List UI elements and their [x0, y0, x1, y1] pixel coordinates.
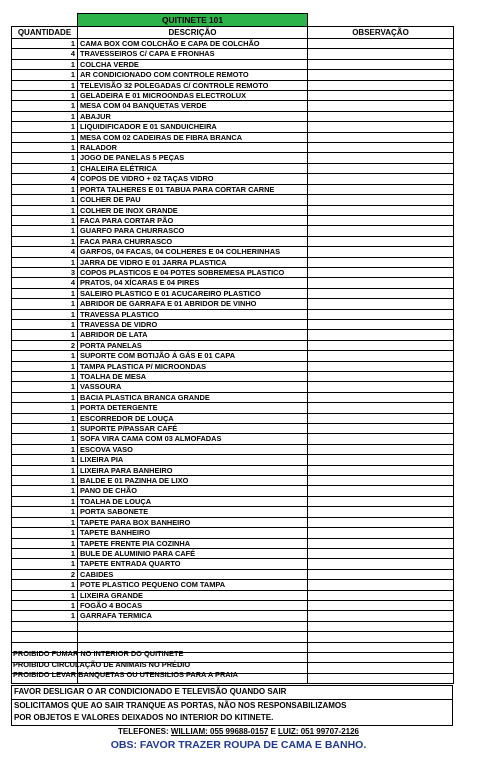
item-description: PORTA DETERGENTE [78, 403, 308, 413]
item-quantity: 1 [12, 434, 78, 444]
item-description: COLHER DE PAU [78, 195, 308, 205]
table-row [12, 517, 454, 527]
item-observation [308, 267, 454, 277]
item-quantity: 4 [12, 247, 78, 257]
item-quantity: 1 [12, 215, 78, 225]
item-observation [308, 600, 454, 610]
item-observation [308, 351, 454, 361]
item-description: LIXEIRA PIA [78, 455, 308, 465]
item-quantity: 1 [12, 548, 78, 558]
item-quantity: 1 [12, 59, 78, 69]
item-observation [308, 559, 454, 569]
item-quantity: 1 [12, 455, 78, 465]
item-observation [308, 424, 454, 434]
item-description: ABRIDOR DE LATA [78, 330, 308, 340]
item-observation [308, 257, 454, 267]
item-description: GUARFO PARA CHURRASCO [78, 226, 308, 236]
item-description: ESCOVA VASO [78, 444, 308, 454]
item-quantity: 1 [12, 299, 78, 309]
item-observation [308, 673, 454, 683]
item-quantity: 1 [12, 528, 78, 538]
column-header-descricao: DESCRIÇÃO [78, 27, 308, 39]
item-description: PORTA SABONETE [78, 507, 308, 517]
item-observation [308, 528, 454, 538]
item-description: TAPETE PARA BOX BANHEIRO [78, 517, 308, 527]
item-observation [308, 59, 454, 69]
item-description: TRAVESSA PLASTICO [78, 309, 308, 319]
table-row [12, 247, 454, 257]
item-description: COPOS DE VIDRO + 02 TAÇAS VIDRO [78, 174, 308, 184]
table-row [12, 267, 454, 277]
item-quantity: 1 [12, 330, 78, 340]
item-description: PORTA TALHERES E 01 TABUA PARA CORTAR CARNE [78, 184, 308, 194]
column-header-observacao: OBSERVAÇÃO [308, 27, 454, 39]
warning-line: POR OBJETOS E VALORES DEIXADOS NO INTERIOR DO KITINETE. [14, 713, 274, 722]
item-quantity: 1 [12, 444, 78, 454]
sheet-title: QUITINETE 101 [78, 14, 308, 27]
inventory-sheet [11, 13, 453, 684]
item-observation [308, 278, 454, 288]
item-description: RALADOR [78, 143, 308, 153]
item-observation [308, 91, 454, 101]
item-description: GELADEIRA E 01 MICROONDAS ELECTROLUX [78, 91, 308, 101]
item-description: JOGO DE PANELAS 5 PEÇAS [78, 153, 308, 163]
item-description: FOGÃO 4 BOCAS [78, 600, 308, 610]
phone-william: WILLIAM: 055 99688-0157 [170, 727, 269, 736]
item-quantity [12, 632, 78, 642]
item-observation [308, 569, 454, 579]
table-row [12, 215, 454, 225]
table-row [12, 372, 454, 382]
item-observation [308, 455, 454, 465]
item-description: SALEIRO PLASTICO E 01 ACUCAREIRO PLASTICO [78, 288, 308, 298]
item-quantity: 1 [12, 70, 78, 80]
item-observation [308, 538, 454, 548]
table-row [12, 361, 454, 371]
item-description: TRAVESSEIROS C/ CAPA E FRONHAS [78, 49, 308, 59]
table-row [12, 319, 454, 329]
item-observation [308, 611, 454, 621]
item-observation [308, 580, 454, 590]
item-observation [308, 476, 454, 486]
item-quantity: 1 [12, 590, 78, 600]
table-row [12, 49, 454, 59]
item-quantity: 1 [12, 101, 78, 111]
table-row [12, 413, 454, 423]
item-description: LIXEIRA PARA BANHEIRO [78, 465, 308, 475]
item-quantity: 1 [12, 580, 78, 590]
item-observation [308, 70, 454, 80]
item-quantity: 1 [12, 403, 78, 413]
table-row [12, 101, 454, 111]
item-observation [308, 153, 454, 163]
item-description: COPOS PLASTICOS E 04 POTES SOBREMESA PLASTICO [78, 267, 308, 277]
table-row [12, 600, 454, 610]
table-row [12, 91, 454, 101]
item-description: GARRAFA TERMICA [78, 611, 308, 621]
warning-line: FAVOR DESLIGAR O AR CONDICIONADO E TELEVISÃO QUANDO SAIR [12, 686, 452, 700]
table-row [12, 382, 454, 392]
item-description: TELEVISÃO 32 POLEGADAS C/ CONTROLE REMOTO [78, 80, 308, 90]
item-observation [308, 632, 454, 642]
item-quantity: 3 [12, 267, 78, 277]
item-quantity: 1 [12, 257, 78, 267]
item-observation [308, 361, 454, 371]
item-observation [308, 372, 454, 382]
table-row [12, 39, 454, 49]
phone-luiz: LUIZ: 051 99707-2126 [278, 727, 359, 736]
item-quantity: 1 [12, 382, 78, 392]
item-quantity: 1 [12, 288, 78, 298]
item-observation [308, 382, 454, 392]
item-observation [308, 590, 454, 600]
item-quantity: 1 [12, 143, 78, 153]
item-quantity: 1 [12, 80, 78, 90]
item-description: BALDE E 01 PAZINHA DE LIXO [78, 476, 308, 486]
item-observation [308, 496, 454, 506]
table-row [12, 611, 454, 621]
item-observation [308, 548, 454, 558]
note-line: PROIBIDO LEVAR BANQUETAS OU UTENSILIOS PARA A PRAIA [13, 670, 239, 679]
item-observation [308, 403, 454, 413]
table-row [12, 143, 454, 153]
item-description: GARFOS, 04 FACAS, 04 COLHERES E 04 COLHERINHAS [78, 247, 308, 257]
item-quantity: 1 [12, 91, 78, 101]
table-row [12, 153, 454, 163]
item-quantity: 1 [12, 507, 78, 517]
item-observation [308, 517, 454, 527]
item-description: CHALEIRA ELÉTRICA [78, 163, 308, 173]
item-description: POTE PLASTICO PEQUENO COM TAMPA [78, 580, 308, 590]
item-description: TAPETE ENTRADA QUARTO [78, 559, 308, 569]
item-quantity: 1 [12, 600, 78, 610]
item-observation [308, 226, 454, 236]
item-description: TRAVESSA DE VIDRO [78, 319, 308, 329]
item-quantity: 1 [12, 413, 78, 423]
header-row [12, 27, 454, 39]
table-row [12, 434, 454, 444]
table-row [12, 403, 454, 413]
table-row [12, 444, 454, 454]
table-row [12, 621, 454, 631]
item-observation [308, 80, 454, 90]
warning-box [11, 685, 453, 726]
item-description: ABRIDOR DE GARRAFA E 01 ABRIDOR DE VINHO [78, 299, 308, 309]
item-quantity: 1 [12, 611, 78, 621]
item-description: ABAJUR [78, 111, 308, 121]
item-observation [308, 184, 454, 194]
rules-notes [13, 649, 238, 681]
table-row [12, 163, 454, 173]
item-description: PRATOS, 04 XÍCARAS E 04 PIRES [78, 278, 308, 288]
phones-joiner: E [268, 727, 279, 736]
table-row [12, 205, 454, 215]
item-observation [308, 247, 454, 257]
table-row [12, 569, 454, 579]
item-description: BULE DE ALUMINIO PARA CAFÉ [78, 548, 308, 558]
item-observation [308, 143, 454, 153]
item-description: LIXEIRA GRANDE [78, 590, 308, 600]
item-description: SUPORTE COM BOTIJÃO Á GÁS E 01 CAPA [78, 351, 308, 361]
item-observation [308, 205, 454, 215]
item-observation [308, 39, 454, 49]
item-description: TOALHA DE LOUÇA [78, 496, 308, 506]
item-quantity: 1 [12, 517, 78, 527]
item-description: TOALHA DE MESA [78, 372, 308, 382]
table-row [12, 174, 454, 184]
table-row [12, 476, 454, 486]
item-observation [308, 195, 454, 205]
item-observation [308, 434, 454, 444]
table-row [12, 184, 454, 194]
item-observation [308, 507, 454, 517]
item-description: AR CONDICIONADO COM CONTROLE REMOTO [78, 70, 308, 80]
item-quantity: 1 [12, 486, 78, 496]
item-observation [308, 163, 454, 173]
item-observation [308, 49, 454, 59]
item-description: COLCHA VERDE [78, 59, 308, 69]
table-row [12, 486, 454, 496]
item-description: FACA PARA CHURRASCO [78, 236, 308, 246]
item-description: MESA COM 02 CADEIRAS DE FIBRA BRANCA [78, 132, 308, 142]
item-quantity: 1 [12, 465, 78, 475]
obs-note: OBS: FAVOR TRAZER ROUPA DE CAMA E BANHO. [110, 739, 367, 751]
item-observation [308, 642, 454, 652]
table-row [12, 288, 454, 298]
item-description: TAMPA PLASTICA P/ MICROONDAS [78, 361, 308, 371]
table-row [12, 111, 454, 121]
table-row [12, 538, 454, 548]
item-quantity: 1 [12, 319, 78, 329]
item-observation [308, 465, 454, 475]
table-row [12, 309, 454, 319]
table-row [12, 59, 454, 69]
item-observation [308, 340, 454, 350]
item-quantity: 1 [12, 372, 78, 382]
item-description [78, 621, 308, 631]
item-description: LIQUIDIFICADOR E 01 SANDUICHEIRA [78, 122, 308, 132]
item-observation [308, 413, 454, 423]
inventory-table [11, 13, 454, 684]
item-quantity: 1 [12, 309, 78, 319]
table-row [12, 559, 454, 569]
table-row [12, 424, 454, 434]
table-row [12, 465, 454, 475]
table-row [12, 132, 454, 142]
item-quantity: 1 [12, 195, 78, 205]
item-quantity: 1 [12, 392, 78, 402]
item-observation [308, 486, 454, 496]
item-observation [308, 122, 454, 132]
table-row [12, 455, 454, 465]
table-row [12, 226, 454, 236]
table-row [12, 236, 454, 246]
title-row [12, 14, 454, 27]
note-line: PROIBIDO FUMAR NO INTERIOR DO QUITINETE [13, 649, 184, 658]
table-row [12, 590, 454, 600]
item-quantity: 1 [12, 226, 78, 236]
item-observation [308, 330, 454, 340]
table-row [12, 340, 454, 350]
item-observation [308, 319, 454, 329]
table-row [12, 580, 454, 590]
phones-line [0, 727, 477, 736]
item-observation [308, 288, 454, 298]
column-header-quantidade: QUANTIDADE [12, 27, 78, 39]
table-row [12, 122, 454, 132]
warning-line: SOLICITAMOS QUE AO SAIR TRANQUE AS PORTAS, NÃO NOS RESPONSABILIZAMOS [14, 700, 347, 710]
item-description: ESCORREDOR DE LOUÇA [78, 413, 308, 423]
item-description: SUPORTE P/PASSAR CAFÉ [78, 424, 308, 434]
item-observation [308, 392, 454, 402]
item-quantity: 2 [12, 569, 78, 579]
note-line: PROIBIDO CIRCULAÇÃO DE ANIMAIS NO PRÉDIO [13, 659, 191, 669]
item-quantity: 1 [12, 132, 78, 142]
item-observation [308, 174, 454, 184]
item-quantity: 1 [12, 184, 78, 194]
item-quantity: 1 [12, 153, 78, 163]
item-observation [308, 132, 454, 142]
item-observation [308, 101, 454, 111]
table-row [12, 257, 454, 267]
item-description: BACIA PLASTICA BRANCA GRANDE [78, 392, 308, 402]
table-row [12, 632, 454, 642]
item-quantity: 1 [12, 122, 78, 132]
item-quantity: 1 [12, 351, 78, 361]
item-observation [308, 309, 454, 319]
item-quantity [12, 621, 78, 631]
item-quantity: 4 [12, 49, 78, 59]
item-quantity: 1 [12, 476, 78, 486]
item-description: SOFA VIRA CAMA COM 03 ALMOFADAS [78, 434, 308, 444]
item-observation [308, 663, 454, 673]
table-row [12, 299, 454, 309]
item-observation [308, 652, 454, 662]
phones-prefix: TELEFONES: [118, 727, 171, 736]
item-quantity: 1 [12, 361, 78, 371]
table-row [12, 507, 454, 517]
table-row [12, 548, 454, 558]
item-description: FACA PARA CORTAR PÃO [78, 215, 308, 225]
table-row [12, 351, 454, 361]
item-quantity: 1 [12, 496, 78, 506]
item-quantity: 1 [12, 39, 78, 49]
table-row [12, 496, 454, 506]
item-description: PANO DE CHÃO [78, 486, 308, 496]
item-quantity: 1 [12, 205, 78, 215]
item-description [78, 632, 308, 642]
table-row [12, 528, 454, 538]
item-quantity: 1 [12, 236, 78, 246]
item-quantity: 1 [12, 559, 78, 569]
item-description: CAMA BOX COM COLCHÃO E CAPA DE COLCHÃO [78, 39, 308, 49]
item-quantity: 1 [12, 424, 78, 434]
table-row [12, 330, 454, 340]
item-description: TAPETE BANHEIRO [78, 528, 308, 538]
item-observation [308, 236, 454, 246]
table-row [12, 392, 454, 402]
item-observation [308, 444, 454, 454]
item-description: MESA COM 04 BANQUETAS VERDE [78, 101, 308, 111]
item-observation [308, 621, 454, 631]
item-description: TAPETE FRENTE PIA COZINHA [78, 538, 308, 548]
item-observation [308, 299, 454, 309]
item-observation [308, 111, 454, 121]
item-observation [308, 215, 454, 225]
item-quantity: 4 [12, 278, 78, 288]
item-quantity: 1 [12, 163, 78, 173]
table-row [12, 278, 454, 288]
item-description: JARRA DE VIDRO E 01 JARRA PLASTICA [78, 257, 308, 267]
item-description: CABIDES [78, 569, 308, 579]
item-quantity: 4 [12, 174, 78, 184]
table-row [12, 80, 454, 90]
item-quantity: 1 [12, 538, 78, 548]
item-quantity: 1 [12, 111, 78, 121]
item-quantity: 2 [12, 340, 78, 350]
item-description: COLHER DE INOX GRANDE [78, 205, 308, 215]
item-description: PORTA PANELAS [78, 340, 308, 350]
item-description: VASSOURA [78, 382, 308, 392]
table-row [12, 195, 454, 205]
table-row [12, 70, 454, 80]
